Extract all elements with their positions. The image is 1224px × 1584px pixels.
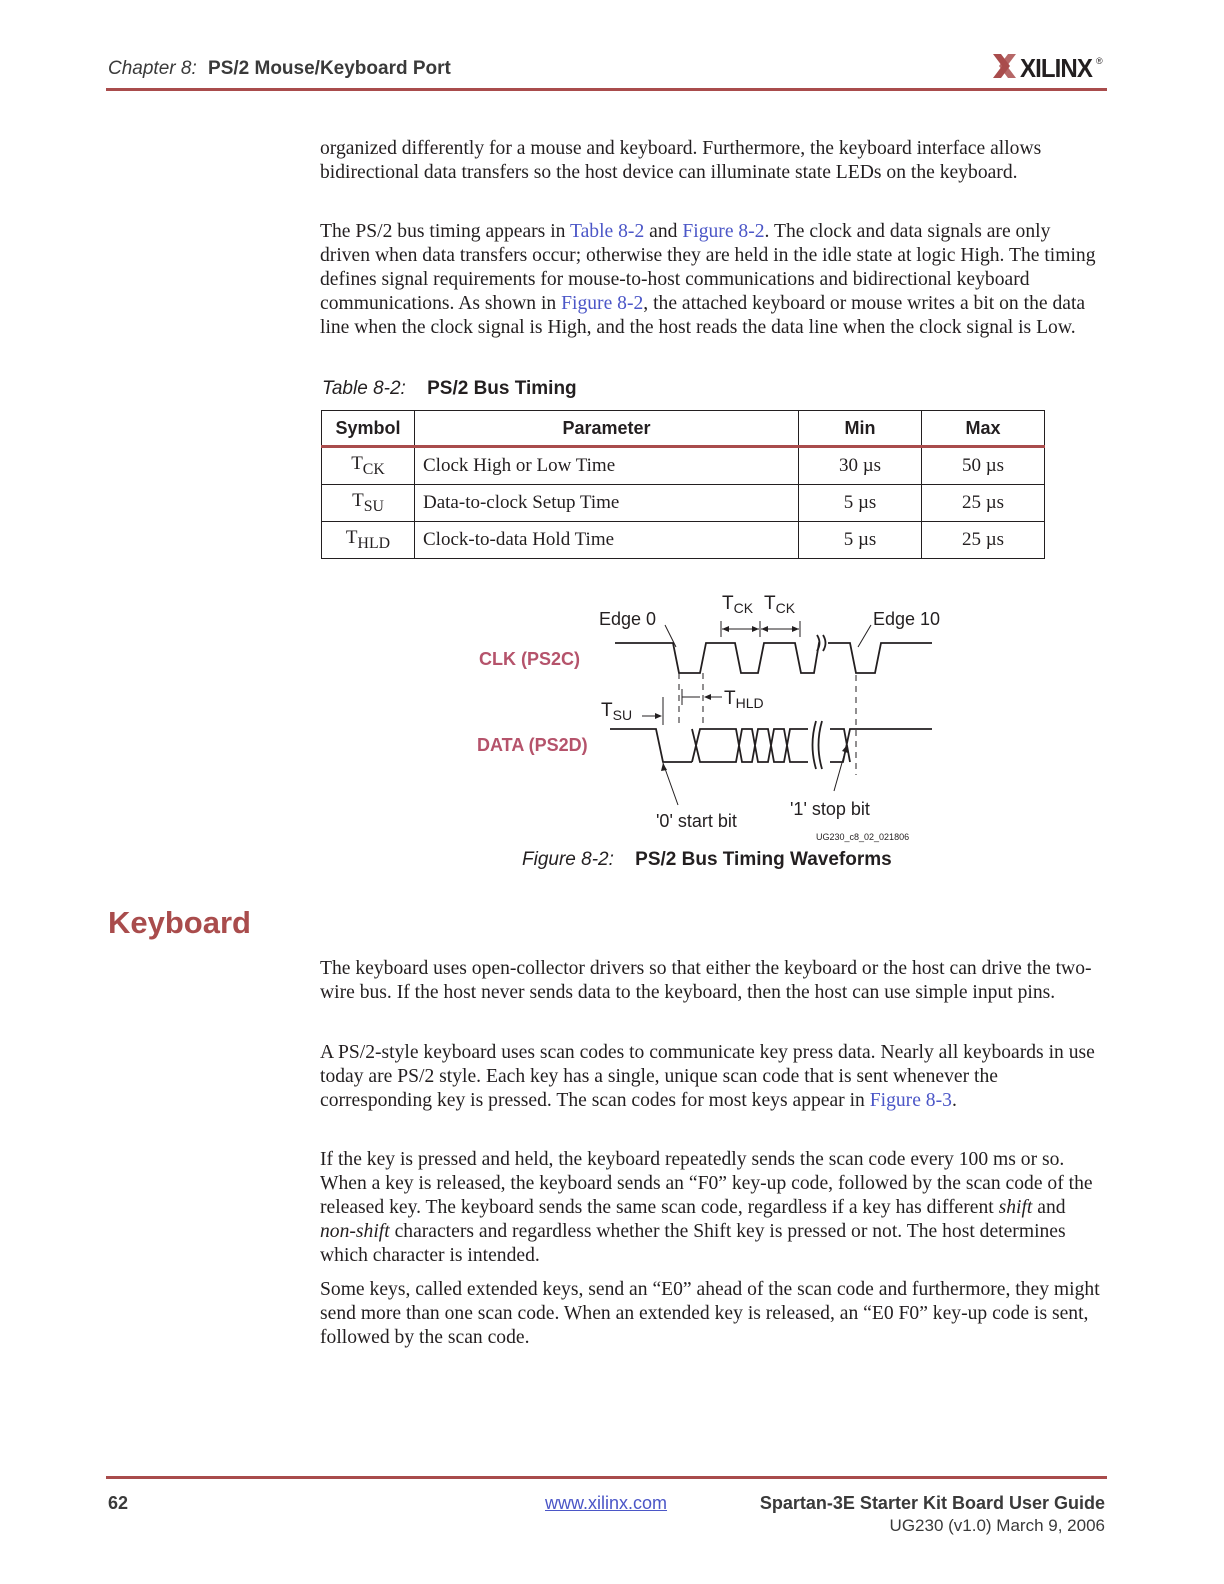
parameter-cell: Clock-to-data Hold Time xyxy=(415,522,799,559)
intro-paragraph-2 xyxy=(320,220,1105,340)
text-run: , the attached keyboard or mouse writes a bit on the data line when the clock signal is High, and the host reads the data line when the clock signal is Low. xyxy=(320,293,1086,338)
bus-timing-table xyxy=(321,410,1045,559)
clk-break-mark xyxy=(823,635,826,651)
tck-arrowhead xyxy=(761,626,768,632)
start-bit-arrowhead xyxy=(661,763,667,771)
text-run: The PS/2 bus timing appears in xyxy=(320,221,570,242)
text-run: . xyxy=(951,1090,957,1111)
edge-0-label: Edge 0 xyxy=(599,609,657,629)
edge-10-pointer xyxy=(858,625,871,647)
xilinx-logo-mark-icon xyxy=(993,54,1016,78)
edge-10-label: Edge 10 xyxy=(873,609,941,629)
text-run-italic: non-shift xyxy=(320,1221,390,1242)
xilinx-logo xyxy=(990,50,1110,86)
column-header-symbol: Symbol xyxy=(322,411,415,447)
tsu-letter: T xyxy=(601,700,613,721)
text-run: and xyxy=(644,221,683,242)
symbol-subscript: CK xyxy=(362,460,385,478)
data-signal-label: DATA (PS2D) xyxy=(477,735,588,755)
clk-signal-label: CLK (PS2C) xyxy=(479,649,581,669)
table-caption-label: Table 8-2: xyxy=(322,378,406,399)
footer-url-link[interactable]: www.xilinx.com xyxy=(545,1493,668,1513)
table-caption xyxy=(322,378,577,400)
text-run-italic: shift xyxy=(998,1197,1033,1218)
logo-registered-mark: ® xyxy=(1096,56,1103,66)
column-header-max: Max xyxy=(922,411,1045,447)
tsu-label xyxy=(601,700,632,723)
table-8-2-link[interactable]: Table 8-2 xyxy=(570,221,645,242)
parameter-cell: Data-to-clock Setup Time xyxy=(415,485,799,522)
table-row xyxy=(322,447,1045,485)
chapter-label: Chapter 8: xyxy=(108,58,197,79)
tck-letter: T xyxy=(722,593,734,614)
text-run: . The clock and data signals are only driven when data transfers occur; otherwise they are held in the idle state at logic High. The timing defines signal requirements for mouse-to-host communications and bidirectional keyboard communications. As shown in xyxy=(320,221,1096,314)
table-header-row xyxy=(322,411,1045,447)
footer-rule xyxy=(106,1476,1107,1479)
figure-caption-title: PS/2 Bus Timing Waveforms xyxy=(635,849,892,870)
timing-waveform-diagram xyxy=(470,585,960,845)
text-run: characters and regardless whether the Shift key is pressed or not. The host determines which character is intended. xyxy=(320,1221,1066,1266)
thld-subscript: HLD xyxy=(735,695,764,711)
tck-letter: T xyxy=(764,593,776,614)
tck-arrowhead xyxy=(792,626,799,632)
logo-text: XILINX xyxy=(1020,53,1094,83)
text-run: and xyxy=(1032,1197,1066,1218)
symbol-cell xyxy=(322,522,415,559)
min-cell: 5 µs xyxy=(799,485,922,522)
figure-caption-label: Figure 8-2: xyxy=(522,849,614,870)
symbol-subscript: SU xyxy=(363,497,384,515)
symbol-letter: T xyxy=(345,527,358,549)
keyboard-paragraph-3 xyxy=(320,1148,1105,1268)
clk-waveform-tail xyxy=(828,643,932,673)
symbol-letter: T xyxy=(351,453,363,475)
min-cell: 5 µs xyxy=(799,522,922,559)
figure-8-2-link[interactable]: Figure 8-2 xyxy=(561,293,644,314)
stop-bit-arrowhead xyxy=(842,745,848,753)
column-header-parameter: Parameter xyxy=(415,411,799,447)
data-bus-cells xyxy=(692,729,808,762)
symbol-cell xyxy=(322,447,415,485)
keyboard-paragraph-1: The keyboard uses open-collector drivers so that either the keyboard or the host can drive the two-wire bus. If the host never sends data to the keyboard, then the host can use simple input pins. xyxy=(320,958,1092,1003)
table-row xyxy=(322,485,1045,522)
symbol-subscript: HLD xyxy=(357,534,391,552)
tsu-arrowhead xyxy=(655,713,662,719)
section-title-keyboard: Keyboard xyxy=(108,905,251,940)
text-run: A PS/2-style keyboard uses scan codes to communicate key press data. Nearly all keyboards in use today are PS/2 style. Each key has a single, unique scan code that is sent whenever the corresponding key is pressed. The scan codes for most keys appear in xyxy=(320,1042,1095,1111)
header-rule xyxy=(106,88,1107,91)
tck-arrowhead xyxy=(722,626,729,632)
data-waveform-tail xyxy=(830,729,932,762)
data-break-mark xyxy=(813,721,817,769)
table-caption-title: PS/2 Bus Timing xyxy=(427,378,577,399)
chapter-title: PS/2 Mouse/Keyboard Port xyxy=(208,58,451,79)
stop-bit-label: '1' stop bit xyxy=(790,799,870,819)
parameter-cell: Clock High or Low Time xyxy=(415,447,799,485)
figure-id: UG230_c8_02_021806 xyxy=(816,832,910,842)
table-row xyxy=(322,522,1045,559)
max-cell: 50 µs xyxy=(922,447,1045,485)
keyboard-paragraph-4: Some keys, called extended keys, send an “E0” ahead of the scan code and furthermore, they might send more than one scan code. When an extended key is released, an “E0 F0” key-up code is sent, followed by the scan code. xyxy=(320,1279,1100,1348)
tck-subscript: CK xyxy=(775,600,796,616)
column-header-min: Min xyxy=(799,411,922,447)
tck-label-1 xyxy=(722,593,754,616)
max-cell: 25 µs xyxy=(922,485,1045,522)
data-waveform xyxy=(610,729,692,762)
clk-waveform xyxy=(615,643,820,673)
chapter-header xyxy=(108,58,451,80)
start-bit-label: '0' start bit xyxy=(656,811,737,831)
page-number: 62 xyxy=(108,1493,129,1513)
keyboard-paragraph-2 xyxy=(320,1041,1105,1113)
thld-label xyxy=(724,688,764,711)
tck-label-2 xyxy=(764,593,796,616)
symbol-letter: T xyxy=(352,490,364,512)
figure-8-3-link[interactable]: Figure 8-3 xyxy=(869,1090,952,1111)
text-run: If the key is pressed and held, the keyboard repeatedly sends the scan code every 100 ms or so. When a key is released, the keyboard sends an “F0” key-up code, followed by the scan code of the released key. The keyboard sends the same scan code, regardless if a key has different xyxy=(320,1149,1093,1218)
min-cell: 30 µs xyxy=(799,447,922,485)
tck-arrowhead xyxy=(752,626,759,632)
symbol-cell xyxy=(322,485,415,522)
thld-letter: T xyxy=(724,688,736,709)
footer-guide-title: Spartan-3E Starter Kit Board User Guide xyxy=(759,1493,1105,1513)
figure-8-2-link[interactable]: Figure 8-2 xyxy=(682,221,765,242)
tck-subscript: CK xyxy=(733,600,754,616)
max-cell: 25 µs xyxy=(922,522,1045,559)
tsu-subscript: SU xyxy=(612,707,633,723)
intro-paragraph-1: organized differently for a mouse and keyboard. Furthermore, the keyboard interface allows bidirectional data transfers so the host device can illuminate state LEDs on the keyboard. xyxy=(320,138,1042,183)
data-break-mark xyxy=(819,721,823,769)
figure-caption xyxy=(522,849,892,871)
footer-version: UG230 (v1.0) March 9, 2006 xyxy=(889,1516,1105,1535)
thld-arrowhead xyxy=(704,694,711,700)
